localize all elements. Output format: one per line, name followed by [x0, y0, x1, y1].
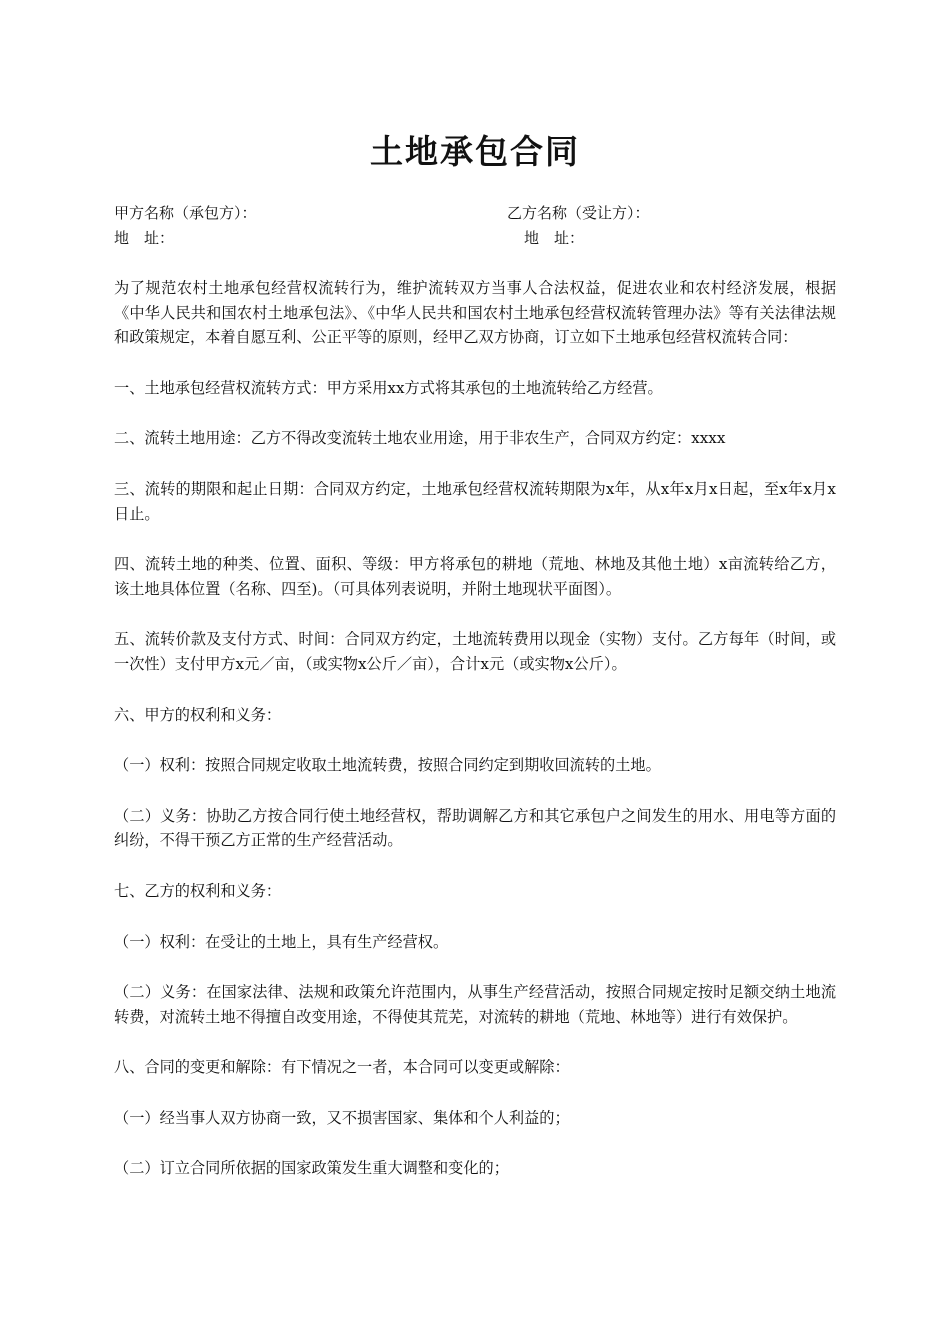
clause-8-heading: 八、合同的变更和解除：有下情况之一者，本合同可以变更或解除：	[114, 1058, 570, 1077]
clause-4: 四、流转土地的种类、位置、面积、等级：甲方将承包的耕地（荒地、林地及其他土地）x亩流转给乙方，该土地具体位置（名称、四至)。（可具体列表说明，并附土地现状平面图）。	[114, 555, 836, 598]
document-title: 土地承包合同	[370, 132, 580, 171]
clause-3: 三、流转的期限和起止日期：合同双方约定，土地承包经营权流转期限为x年，从x年x月x日起，至x年x月x日止。	[114, 479, 836, 523]
party-b-name-label: 乙方名称（受让方）：	[507, 204, 650, 222]
clause-8-item-2: （二）订立合同所依据的国家政策发生重大调整和变化的；	[114, 1159, 509, 1178]
clause-6-duties: （二）义务：协助乙方按合同行使土地经营权，帮助调解乙方和其它承包户之间发生的用水、用电等方面的纠纷，不得干预乙方正常的生产经营活动。	[114, 806, 836, 850]
party-b-address-label: 地 址：	[524, 229, 585, 247]
contract-body	[114, 276, 836, 1207]
clause-7-duties: （二）义务：在国家法律、法规和政策允许范围内，从事生产经营活动，按照合同规定按时足额交纳土地流转费，对流转土地不得擅自改变用途，不得使其荒芜，对流转的耕地（荒地、林地等）进行有效保护。	[114, 983, 836, 1026]
clause-2: 二、流转土地用途：乙方不得改变流转土地农业用途，用于非农生产，合同双方约定：xxxx	[114, 429, 726, 448]
clause-7-rights: （一）权利：在受让的土地上，具有生产经营权。	[114, 932, 449, 951]
clause-6-rights: （一）权利：按照合同规定收取土地流转费，按照合同约定到期收回流转的土地。	[114, 756, 661, 775]
clause-7-heading: 七、乙方的权利和义务：	[114, 881, 282, 900]
clause-5: 五、流转价款及支付方式、时间：合同双方约定，土地流转费用以现金（实物）支付。乙方每年（时间，或一次性）支付甲方x元／亩，（或实物x公斤／亩），合计x元（或实物x公斤）。	[114, 630, 836, 673]
clause-1: 一、土地承包经营权流转方式：甲方采用xx方式将其承包的土地流转给乙方经营。	[114, 378, 663, 397]
party-a-address-label: 地 址：	[114, 229, 175, 247]
clause-8-item-1: （一）经当事人双方协商一致，又不损害国家、集体和个人利益的；	[114, 1108, 570, 1127]
clause-6-heading: 六、甲方的权利和义务：	[114, 705, 282, 724]
party-a-name-label: 甲方名称（承包方）：	[114, 204, 257, 222]
intro-paragraph: 为了规范农村土地承包经营权流转行为，维护流转双方当事人合法权益，促进农业和农村经济发展，根据《中华人民共和国农村土地承包法》、《中华人民共和国农村土地承包经营权流转管理办法》等有关法律法规和政策规定，本着自愿互利、公正平等的原则，经甲乙双方协商，订立如下土地承包经营权流转合同：	[114, 279, 836, 347]
